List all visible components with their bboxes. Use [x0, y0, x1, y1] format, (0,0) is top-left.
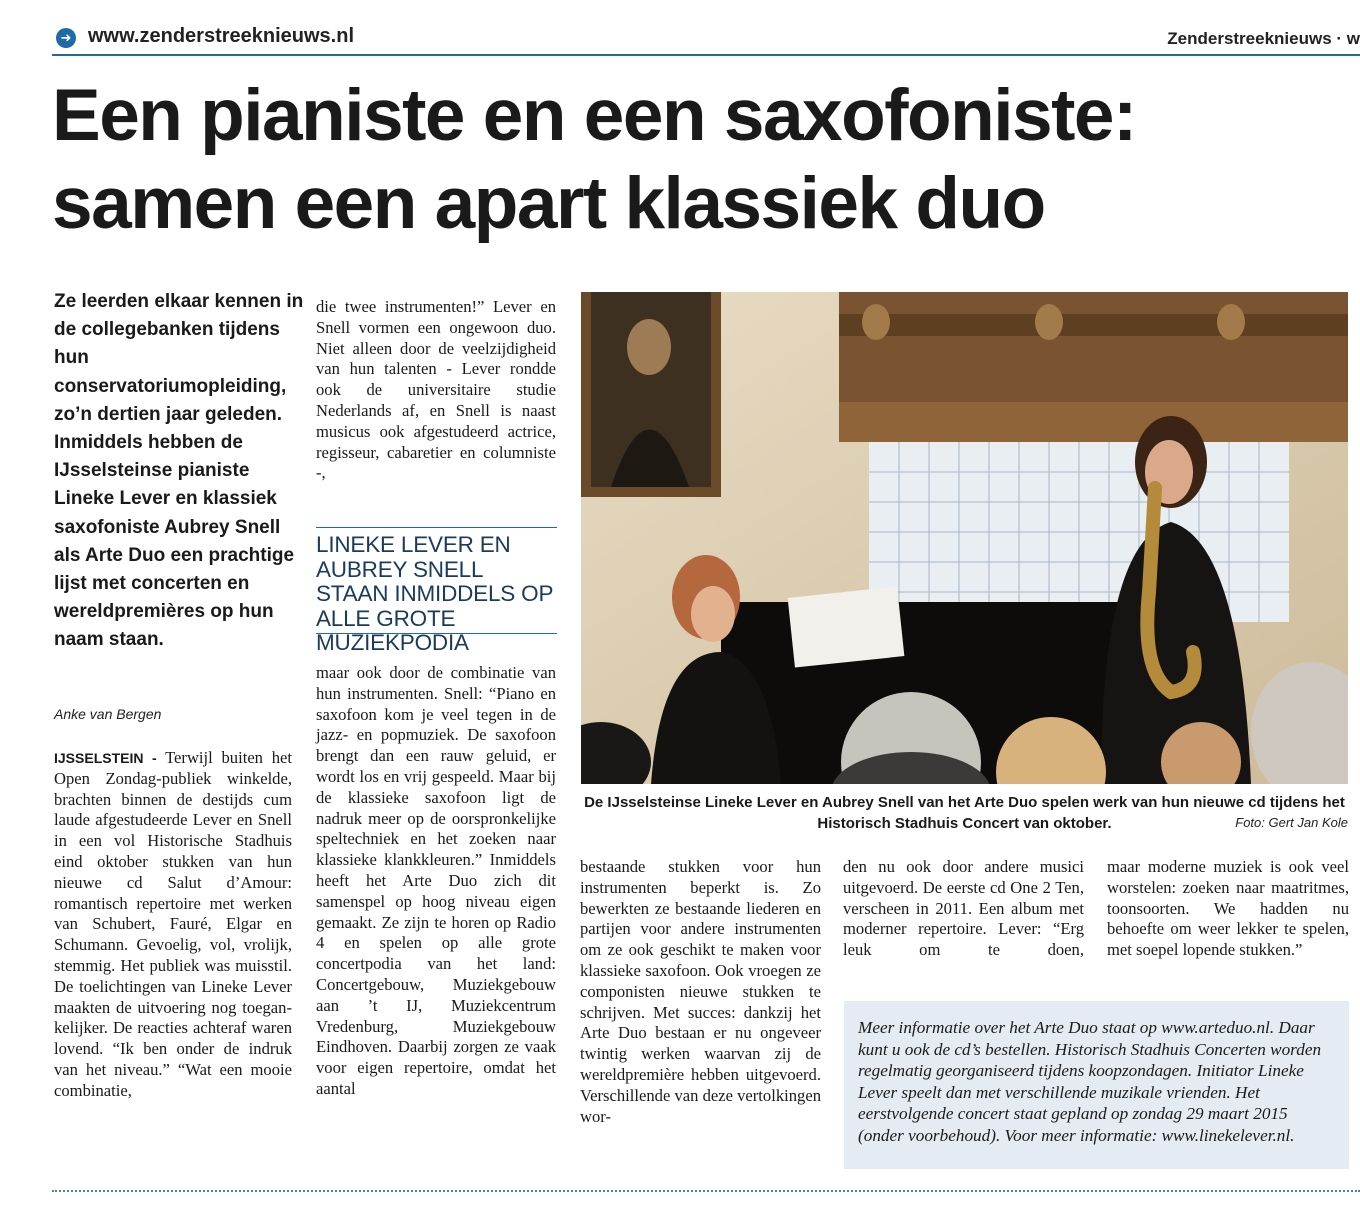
info-box-text: Meer informatie over het Arte Duo staat op www.arteduo.nl. Daar kunt u ook de cd’s bestellen. Historisch Stadhuis Concerten worden regelmatig georganiseerd tijdens koopzondagen. Initiator Lineke Lever speelt dan met verschillende muzikale vrienden. Het eerstvolgende concert staat gepland op zondag 29 maart 2015 (onder voorbehoud). Voor meer informatie: www.linekelever.nl.: [858, 1018, 1322, 1145]
body-column-5: [1107, 857, 1349, 961]
body-text-col3: bestaande stukken voor hun instrumenten beperkt is. Zo bewerkten ze bestaande liederen en partijen voor andere instrumenten om ze ook geschikt te maken voor klassieke saxofoon. Ook vroegen ze componisten nieuwe stukken te schrijven. Met succes: dankzij het Arte Duo bestaan er nu ongeveer twintig werken waarvan zij de wereldpremière hebben uitgevoerd. Verschillende van deze vertolkingen wor-: [580, 857, 821, 1126]
concert-photo: [581, 292, 1348, 784]
body-text-col4: den nu ook door andere musici uitgevoerd. De eerste cd One 2 Ten, verscheen in 2011. Een album met moderner repertoire. Lever: “Erg leuk om te doen,: [843, 857, 1084, 960]
site-url[interactable]: www.zenderstreeknieuws.nl: [88, 25, 355, 47]
headline: Een pianiste en een saxofoniste: samen een apart klassiek duo: [52, 75, 1136, 244]
photo-caption: De IJsselsteinse Lineke Lever en Aubrey Snell van het Arte Duo spelen werk van hun nieuwe cd tijdens het Historisch Stadhuis Concert van oktober.: [584, 794, 1345, 832]
info-box: [844, 1001, 1349, 1169]
body-column-1: [54, 748, 292, 1102]
pullquote: LINEKE LEVER EN AUBREY SNELL STAAN INMIDDELS OP ALLE GROTE MUZIEKPODIA: [316, 532, 553, 655]
intro-text: Ze leerden elkaar kennen in de collegebanken tijdens hun conservatoriumopleiding, zo’n dertien jaar geleden. Inmiddels hebben de IJsselsteinse pianiste Lineke Lever en klassiek saxofoniste Aubrey Snell als Arte Duo een prachtige lijst met concerten en wereldpremières op hun naam staan.: [54, 291, 304, 651]
concert-photo-illustration: [581, 292, 1348, 784]
footer-dotted-rule: [52, 1190, 1360, 1192]
body-text-col1: Terwijl buiten het Open Zondag-publiek winkelde, brachten binnen de destijds cum laude afgestudeerde Lever en Snell in een vol Historische Stadhuis eind oktober stukken van hun nieuwe cd Salut d’Amour: romantisch repertoire met werken van Schubert, Fauré, Elgar en Schumann. Gevoelig, vol, vrolijk, stemmig. Het publiek was muisstil. De toelichtingen van Lineke Lever maakten de uitvoering nog toegankelijker. De reacties achteraf waren lovend. “Ik ben onder de indruk van het niveau.” “Wat een mooie combinatie,: [54, 748, 292, 1100]
photo-credit: Foto: Gert Jan Kole: [1235, 815, 1348, 830]
body-column-2-top: [316, 297, 556, 484]
body-text-col2a: die twee instrumenten!” Lever en Snell vormen een ongewoon duo. Niet alleen door de veelzijdigheid van hun talenten - Lever rondde ook de universitaire studie Nederlands af, en Snell is naast musicus ook afgestudeerd actrice, regisseur, cabaretier en columniste -,: [316, 297, 556, 483]
pullquote-rule-bottom: [316, 633, 557, 634]
body-text-col2b: maar ook door de combinatie van hun instrumenten. Snell: “Piano en saxofoon kom je veel tegen in de jazz- en popmuziek. De saxofoon brengt dan een rauw geluid, er wordt los en vrij gespeeld. Maar bij de klassieke saxofoon ligt de nadruk meer op de oorspronkelijke speltechniek en het zoeken naar klassieke klankkleuren.” Inmiddels heeft het Arte Duo zich dit samenspel op hoog niveau eigen gemaakt. Ze zijn te horen op Radio 4 en spelen op alle grote concertpodia van het land: Concertgebouw, Muziekgebouw aan ’t IJ, Muziekcentrum Vredenburg, Muziekgebouw Eindhoven. Daarbij zorgen ze vaak voor eigen repertoire, omdat het aantal: [316, 663, 556, 1098]
body-text-col5: maar moderne muziek is ook veel worstelen: zoeken naar maatritmes, toonsoorten. We hadden nu behoefte om weer lekker te spelen, met soepel lopende stukken.”: [1107, 857, 1349, 960]
publication-name: Zenderstreeknieuws · w: [1167, 29, 1360, 48]
header-rule: [52, 54, 1360, 56]
body-column-4: [843, 857, 1084, 961]
byline: Anke van Bergen: [54, 706, 162, 722]
body-column-2-bottom: [316, 663, 556, 1100]
body-column-3: [580, 857, 821, 1127]
dateline: IJSSELSTEIN -: [54, 750, 157, 766]
arrow-circle-icon: ➜: [56, 28, 76, 48]
pullquote-rule-top: [316, 527, 557, 528]
